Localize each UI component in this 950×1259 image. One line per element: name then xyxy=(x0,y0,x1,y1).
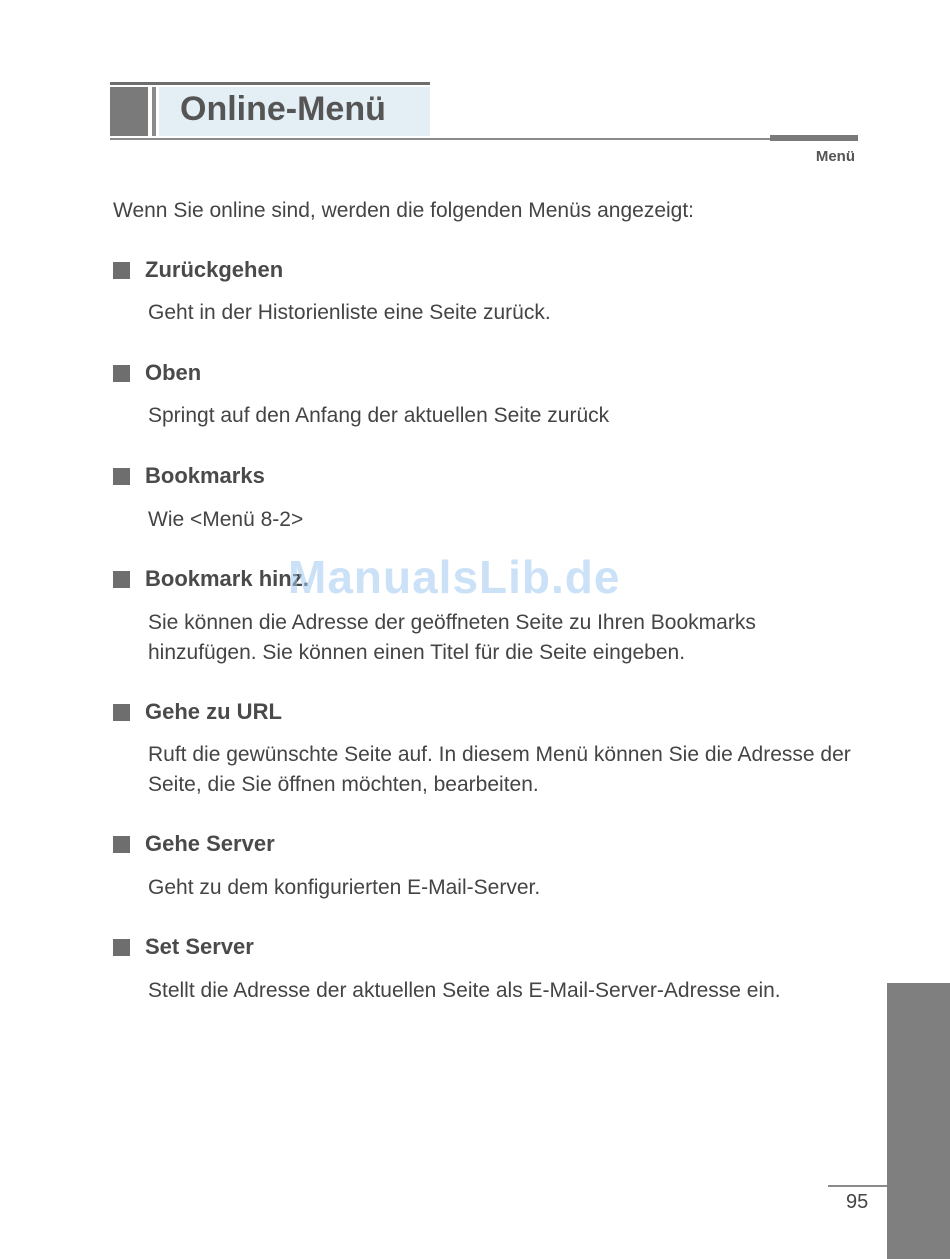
entry-title-zurueckgehen xyxy=(113,257,283,283)
entry-title-text: Gehe zu URL xyxy=(145,699,282,724)
entry-title-text: Set Server xyxy=(145,934,254,959)
entry-description-zurueckgehen: Geht in der Historienliste eine Seite zurück. xyxy=(148,301,551,324)
intro-text: Wenn Sie online sind, werden die folgenden Menüs angezeigt: xyxy=(113,199,695,222)
page-number: 95 xyxy=(846,1191,869,1213)
entry-description-bookmarks: Wie <Menü 8-2> xyxy=(148,508,304,531)
header-rule xyxy=(110,138,770,140)
entry-title-gehe-zu-url xyxy=(113,699,282,725)
section-label: Menü xyxy=(815,148,855,165)
page-title: Online-Menü xyxy=(180,90,386,128)
bullet-square-icon xyxy=(113,704,130,721)
bullet-square-icon xyxy=(113,939,130,956)
bullet-square-icon xyxy=(113,365,130,382)
header-rule-accent xyxy=(770,135,858,141)
entry-title-bookmarks xyxy=(113,463,265,489)
bullet-square-icon xyxy=(113,836,130,853)
bullet-square-icon xyxy=(113,468,130,485)
entry-title-text: Gehe Server xyxy=(145,831,275,856)
entry-title-text: Oben xyxy=(145,360,202,385)
entry-title-text: Zurückgehen xyxy=(145,257,284,282)
title-top-rule xyxy=(110,82,430,85)
entry-description-bookmark-hinz: Sie können die Adresse der geöffneten Seite zu Ihren Bookmarks hinzufügen. Sie können einen Titel für die Seite eingeben. xyxy=(148,611,756,664)
bullet-square-icon xyxy=(113,262,130,279)
bullet-square-icon xyxy=(113,571,130,588)
entry-title-text: Bookmarks xyxy=(145,463,265,488)
watermark: ManualsLib.de xyxy=(288,551,621,603)
title-marker-bar xyxy=(152,87,156,136)
entry-title-oben xyxy=(113,360,201,386)
entry-title-set-server xyxy=(113,934,254,960)
title-marker-square xyxy=(110,87,148,136)
entry-description-gehe-server: Geht zu dem konfigurierten E-Mail-Server. xyxy=(148,876,541,899)
entry-title-bookmark-hinz xyxy=(113,566,309,592)
entry-description-set-server: Stellt die Adresse der aktuellen Seite als E-Mail-Server-Adresse ein. xyxy=(148,979,781,1002)
page-number-rule xyxy=(828,1185,887,1187)
entry-title-gehe-server xyxy=(113,831,275,857)
entry-description-gehe-zu-url: Ruft die gewünschte Seite auf. In diesem Menü können Sie die Adresse der Seite, die Sie öffnen möchten, bearbeiten. xyxy=(148,743,851,796)
page-title-block xyxy=(110,82,430,138)
entry-title-text: Bookmark hinz. xyxy=(145,566,309,591)
entry-description-oben: Springt auf den Anfang der aktuellen Seite zurück xyxy=(148,404,610,427)
side-thumb-tab xyxy=(887,983,950,1259)
